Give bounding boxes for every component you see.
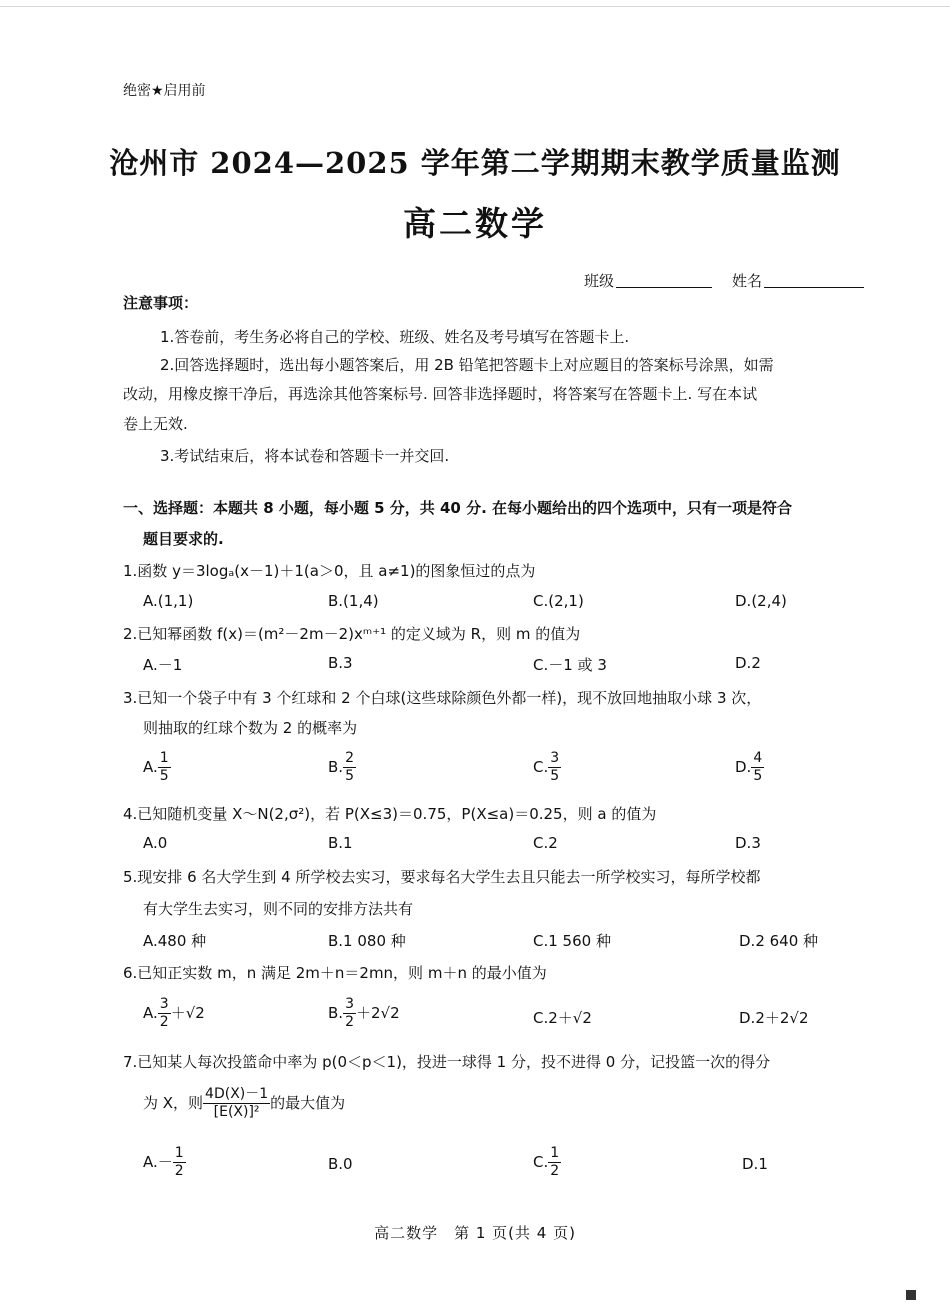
q3-option-a <box>143 750 171 785</box>
fraction-denominator: 5 <box>550 768 560 784</box>
q7-stem-prefix: 为 X，则 <box>143 1094 204 1112</box>
fraction-denominator: 5 <box>159 768 169 784</box>
question-1-stem: 1.函数 y＝3logₐ(x－1)＋1(a＞0，且 a≠1)的图象恒过的点为 <box>123 562 536 580</box>
question-3-stem-cont: 则抽取的红球个数为 2 的概率为 <box>143 719 358 737</box>
q1-option-b: B.(1,4) <box>328 592 379 610</box>
q2-option-c: C.－1 或 3 <box>533 656 607 674</box>
q5-option-c: C.1 560 种 <box>533 932 611 950</box>
q3-option-c-fraction <box>548 750 561 785</box>
q7-option-b: B.0 <box>328 1155 353 1173</box>
exam-title: 沧州市 2024—2025 学年第二学期期末教学质量监测 <box>109 146 841 180</box>
question-7-stem-cont <box>143 1086 345 1121</box>
q3-option-b <box>328 750 356 785</box>
fraction-numerator: 4 <box>753 750 763 766</box>
q7-option-a-fraction <box>173 1145 186 1180</box>
fraction-denominator: 5 <box>345 768 354 784</box>
q1-option-c: C.(2,1) <box>533 592 584 610</box>
q4-option-d: D.3 <box>735 834 761 852</box>
question-5-stem-cont: 有大学生去实习，则不同的安排方法共有 <box>143 900 414 918</box>
section-heading-cont: 题目要求的. <box>143 530 224 548</box>
q6-option-a <box>143 996 205 1031</box>
question-7-stem: 7.已知某人每次投篮命中率为 p(0＜p＜1)，投进一球得 1 分，投不进得 0 分，记投篮一次的得分 <box>123 1053 771 1071</box>
fraction-numerator: 4D(X)－1 <box>205 1086 269 1102</box>
fraction-denominator: 2 <box>159 1014 169 1030</box>
name-blank <box>764 273 864 288</box>
note-line: 3.考试结束后，将本试卷和答题卡一并交回. <box>160 447 450 465</box>
q4-option-b: B.1 <box>328 834 353 852</box>
q1-option-d: D.(2,4) <box>735 592 787 610</box>
q7-option-c <box>533 1145 561 1180</box>
class-blank <box>616 273 712 288</box>
class-label: 班级 <box>584 272 615 290</box>
subject-title: 高二数学 <box>403 204 547 243</box>
q7-option-a-label: A.－ <box>143 1153 173 1171</box>
fraction-denominator: [E(X)]² <box>213 1104 260 1120</box>
scan-edge-line <box>0 6 950 7</box>
q5-option-a: A.480 种 <box>143 932 207 950</box>
note-line: 2.回答选择题时，选出每小题答案后，用 2B 铅笔把答题卡上对应题目的答案标号涂黑，如需 <box>160 356 774 374</box>
fraction-numerator: 3 <box>550 750 560 766</box>
q2-option-b: B.3 <box>328 654 353 672</box>
q7-option-c-fraction <box>548 1145 561 1180</box>
note-line: 1.答卷前，考生务必将自己的学校、班级、姓名及考号填写在答题卡上. <box>160 328 630 346</box>
q3-option-b-label: B. <box>328 758 344 776</box>
question-2-stem: 2.已知幂函数 f(x)＝(m²－2m－2)xᵐ⁺¹ 的定义域为 R，则 m 的值为 <box>123 625 581 643</box>
question-5-stem: 5.现安排 6 名大学生到 4 所学校去实习，要求每名大学生去且只能去一所学校实习，每所学校都 <box>123 868 761 886</box>
question-4-stem: 4.已知随机变量 X～N(2,σ²)，若 P(X≤3)＝0.75，P(X≤a)＝0.25，则 a 的值为 <box>123 805 657 823</box>
q6-option-b-fraction <box>343 996 356 1031</box>
notes-heading: 注意事项： <box>123 294 199 312</box>
fraction-numerator: 3 <box>345 996 354 1012</box>
student-info-fields <box>584 270 864 291</box>
fraction-denominator: 5 <box>753 768 763 784</box>
q7-stem-fraction <box>203 1086 270 1121</box>
fraction-numerator: 1 <box>550 1145 560 1161</box>
fraction-numerator: 2 <box>345 750 354 766</box>
q6-option-a-tail: ＋√2 <box>170 1004 205 1022</box>
note-line: 改动，用橡皮擦干净后，再选涂其他答案标号. 回答非选择题时，将答案写在答题卡上. 写在本试 <box>123 385 758 403</box>
q3-option-d-label: D. <box>735 758 752 776</box>
q6-option-a-fraction <box>158 996 171 1031</box>
q3-option-b-fraction <box>343 750 356 785</box>
question-6-stem: 6.已知正实数 m，n 满足 2m＋n＝2mn，则 m＋n 的最小值为 <box>123 964 547 982</box>
page-footer: 高二数学 第 1 页(共 4 页) <box>374 1224 576 1242</box>
q2-option-d: D.2 <box>735 654 761 672</box>
question-3-stem: 3.已知一个袋子中有 3 个红球和 2 个白球(这些球除颜色外都一样)，现不放回地抽取小球 3 次， <box>123 689 762 707</box>
fraction-denominator: 2 <box>174 1163 184 1179</box>
fraction-denominator: 2 <box>550 1163 560 1179</box>
q7-stem-suffix: 的最大值为 <box>270 1094 346 1112</box>
q3-option-c-label: C. <box>533 758 549 776</box>
note-line: 卷上无效. <box>123 415 188 433</box>
q1-option-a: A.(1,1) <box>143 592 194 610</box>
q6-option-b <box>328 996 400 1031</box>
q3-option-d <box>735 750 764 785</box>
fraction-numerator: 3 <box>159 996 169 1012</box>
fraction-denominator: 2 <box>345 1014 354 1030</box>
q6-option-c: C.2＋√2 <box>533 1009 592 1027</box>
q4-option-a: A.0 <box>143 834 168 852</box>
q6-option-b-tail: ＋2√2 <box>355 1004 400 1022</box>
q2-option-a: A.－1 <box>143 656 183 674</box>
q7-option-d: D.1 <box>742 1155 768 1173</box>
q5-option-b: B.1 080 种 <box>328 932 406 950</box>
q6-option-a-label: A. <box>143 1004 158 1022</box>
fraction-numerator: 1 <box>159 750 169 766</box>
section-heading: 一、选择题：本题共 8 小题，每小题 5 分，共 40 分. 在每小题给出的四个选项中，只有一项是符合 <box>123 499 793 517</box>
q7-option-c-label: C. <box>533 1153 549 1171</box>
secret-label: 绝密★启用前 <box>123 83 206 99</box>
name-label: 姓名 <box>732 272 763 290</box>
q5-option-d: D.2 640 种 <box>739 932 819 950</box>
q3-option-c <box>533 750 561 785</box>
q3-option-a-fraction <box>158 750 171 785</box>
q6-option-b-label: B. <box>328 1004 344 1022</box>
q6-option-d: D.2＋2√2 <box>739 1009 809 1027</box>
fraction-numerator: 1 <box>174 1145 184 1161</box>
q3-option-d-fraction <box>751 750 764 785</box>
q4-option-c: C.2 <box>533 834 558 852</box>
qr-code-icon <box>906 1290 916 1300</box>
q3-option-a-label: A. <box>143 758 158 776</box>
q7-option-a <box>143 1145 186 1180</box>
